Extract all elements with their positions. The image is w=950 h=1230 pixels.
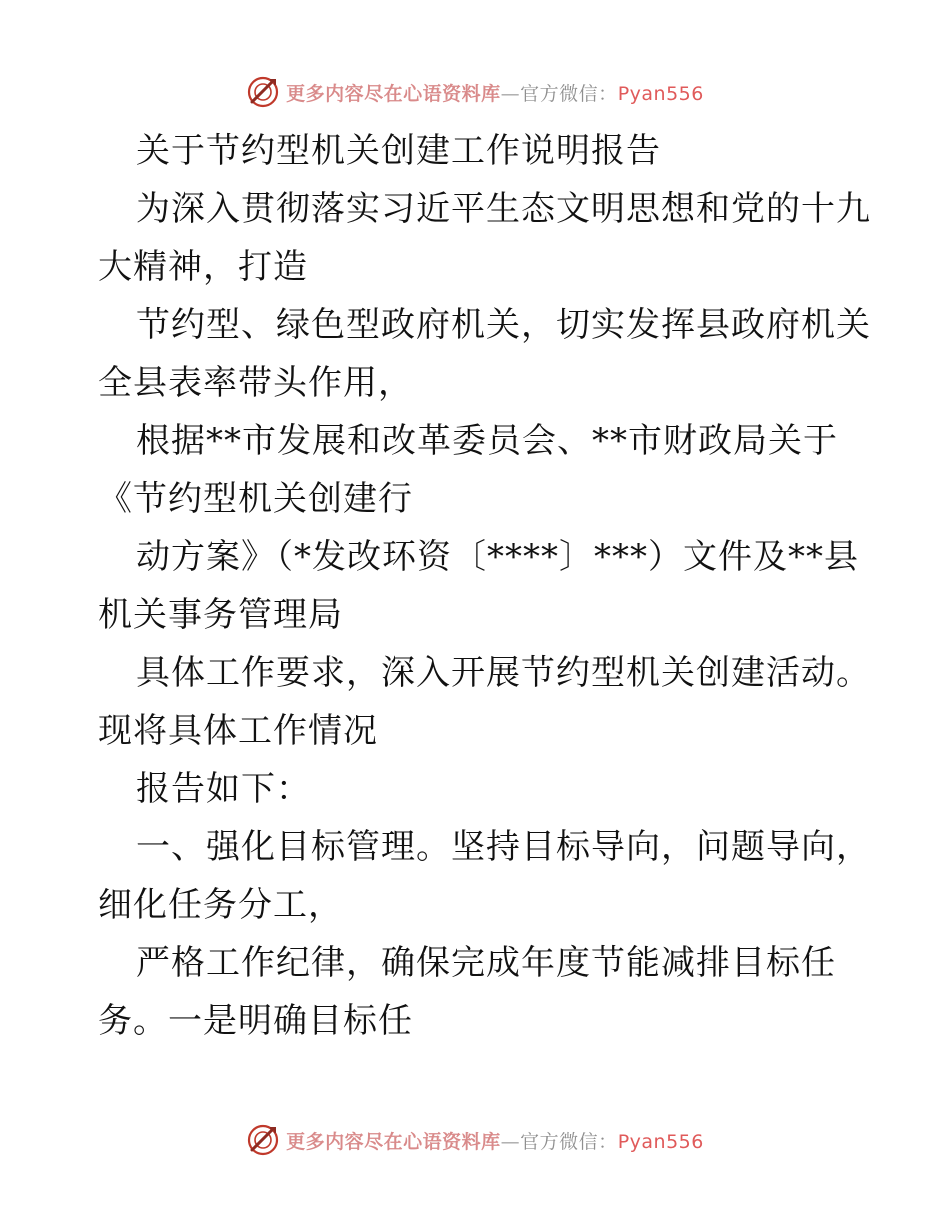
watermark-dash: —: [500, 82, 521, 105]
paragraph-line: 细化任务分工，: [98, 885, 343, 925]
paragraph-line: 节约型、绿色型政府机关，切实发挥县政府机关: [136, 305, 871, 345]
watermark-dash: —: [500, 1130, 521, 1153]
watermark-text: [286, 1127, 704, 1154]
paragraph-line: 具体工作要求，深入开展节约型机关创建活动。: [136, 653, 871, 693]
footer-watermark: [0, 1120, 950, 1160]
watermark-wechat-label: 官方微信：: [520, 1130, 618, 1153]
paragraph-line: 《节约型机关创建行: [98, 479, 413, 519]
paragraph-line: 机关事务管理局: [98, 595, 343, 635]
watermark-text: [286, 79, 704, 106]
header-watermark: [0, 72, 950, 112]
paragraph-line: 务。一是明确目标任: [98, 1001, 413, 1041]
paragraph-line: 为深入贯彻落实习近平生态文明思想和党的十九: [136, 189, 871, 229]
watermark-brand: 更多内容尽在心语资料库: [286, 82, 501, 105]
brand-logo-icon: [246, 75, 280, 109]
document-body: [98, 122, 871, 1050]
paragraph-line: 根据**市发展和改革委员会、**市财政局关于: [136, 421, 838, 461]
watermark-wechat-label: 官方微信：: [520, 82, 618, 105]
paragraph-line: 动方案》（*发改环资〔****〕***）文件及**县: [136, 537, 859, 577]
paragraph-line: 报告如下：: [136, 769, 311, 809]
brand-logo-icon: [246, 1123, 280, 1157]
watermark-brand: 更多内容尽在心语资料库: [286, 1130, 501, 1153]
paragraph-line: 现将具体工作情况: [98, 711, 378, 751]
paragraph-line: 全县表率带头作用，: [98, 363, 413, 403]
paragraph-line: 严格工作纪律，确保完成年度节能减排目标任: [136, 943, 836, 983]
document-title: 关于节约型机关创建工作说明报告: [136, 131, 661, 171]
section-heading-line: 一、强化目标管理。坚持目标导向，问题导向，: [136, 827, 871, 867]
paragraph-line: 大精神，打造: [98, 247, 308, 287]
watermark-wechat-id: Pyan556: [617, 1130, 704, 1153]
watermark-wechat-id: Pyan556: [617, 82, 704, 105]
